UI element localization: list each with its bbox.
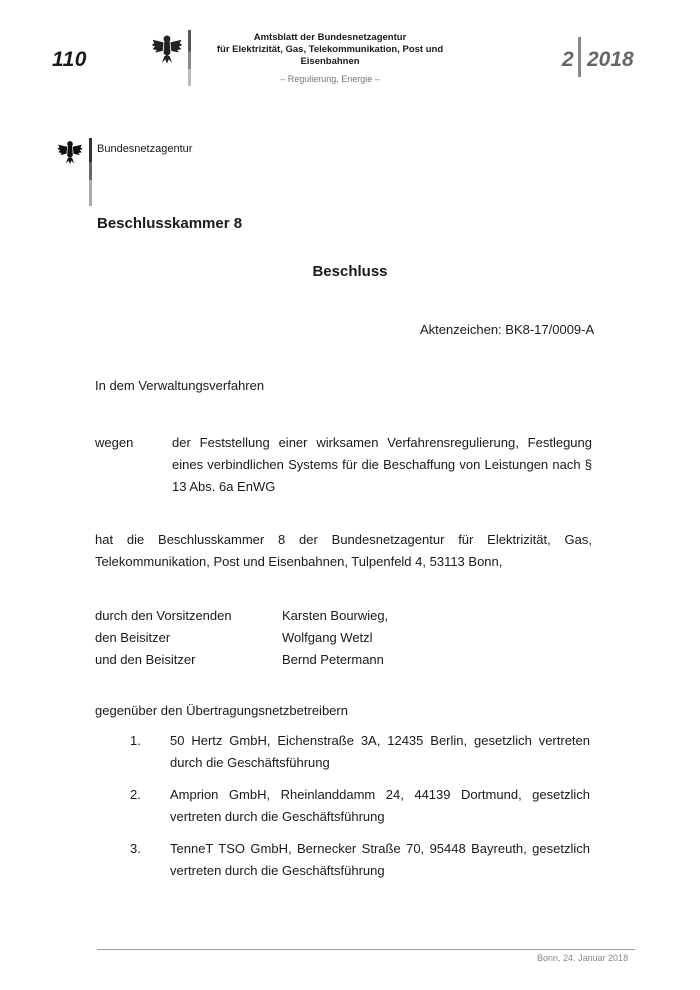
subject-label: wegen	[95, 435, 134, 450]
agency-name: Bundesnetzagentur	[97, 143, 193, 155]
agency-color-bar	[89, 138, 92, 206]
page-number: 110	[52, 48, 87, 71]
agency-eagle-icon	[56, 138, 84, 168]
member-role: den Beisitzer	[95, 630, 171, 645]
member-name: Karsten Bourwieg,	[282, 608, 389, 623]
towards-text: gegenüber den Übertragungsnetzbetreibern	[95, 703, 348, 718]
subject-text: der Feststellung einer wirksamen Verfahrensregulierung, Festlegung eines verbindlichen Systems für die Beschaffung von Leistungen nach § 13 Abs. 6a EnWG	[172, 435, 592, 494]
footer-rule	[97, 949, 635, 950]
party-text: Amprion GmbH, Rheinlanddamm 24, 44139 Dortmund, gesetzlich vertreten durch die Geschäftsführung	[170, 787, 590, 824]
party-text: 50 Hertz GmbH, Eichenstraße 3A, 12435 Berlin, gesetzlich vertreten durch die Geschäftsführung	[170, 733, 590, 770]
footer-place-date: Bonn, 24. Januar 2018	[537, 953, 629, 963]
issue-year: 2018	[587, 48, 634, 71]
gazette-title	[210, 32, 450, 85]
gazette-subtitle: – Regulierung, Energie –	[280, 74, 380, 84]
issue-number: 2	[562, 48, 574, 71]
federal-eagle-icon	[150, 33, 184, 67]
intro-text: In dem Verwaltungsverfahren	[95, 378, 265, 393]
header-color-bar	[188, 30, 191, 86]
chamber-heading: Beschlusskammer 8	[97, 215, 243, 232]
party-item	[130, 730, 590, 774]
member-row	[95, 605, 388, 627]
member-name: Bernd Petermann	[282, 652, 384, 667]
gazette-title-line2: für Elektrizität, Gas, Telekommunikation, Post und Eisenbahnen	[216, 44, 444, 67]
party-number: 3.	[130, 841, 141, 856]
issue-divider	[578, 37, 581, 77]
party-item	[130, 784, 590, 828]
party-text: TenneT TSO GmbH, Bernecker Straße 70, 95448 Bayreuth, gesetzlich vertreten durch die Geschäftsführung	[170, 841, 590, 878]
member-role: durch den Vorsitzenden	[95, 608, 232, 623]
parties-list	[130, 730, 590, 892]
gazette-title-line1: Amtsblatt der Bundesnetzagentur	[253, 32, 407, 43]
member-role: und den Beisitzer	[95, 652, 196, 667]
file-reference: Aktenzeichen: BK8-17/0009-A	[420, 322, 595, 337]
members-list	[95, 605, 388, 671]
decision-title: Beschluss	[312, 263, 388, 280]
member-name: Wolfgang Wetzl	[282, 630, 373, 645]
member-row	[95, 649, 388, 671]
authority-text: hat die Beschlusskammer 8 der Bundesnetzagentur für Elektrizität, Gas, Telekommunikation, Post und Eisenbahnen, Tulpenfeld 4, 53113 Bonn,	[95, 532, 592, 569]
party-number: 1.	[130, 733, 141, 748]
member-row	[95, 627, 388, 649]
party-number: 2.	[130, 787, 141, 802]
party-item	[130, 838, 590, 882]
